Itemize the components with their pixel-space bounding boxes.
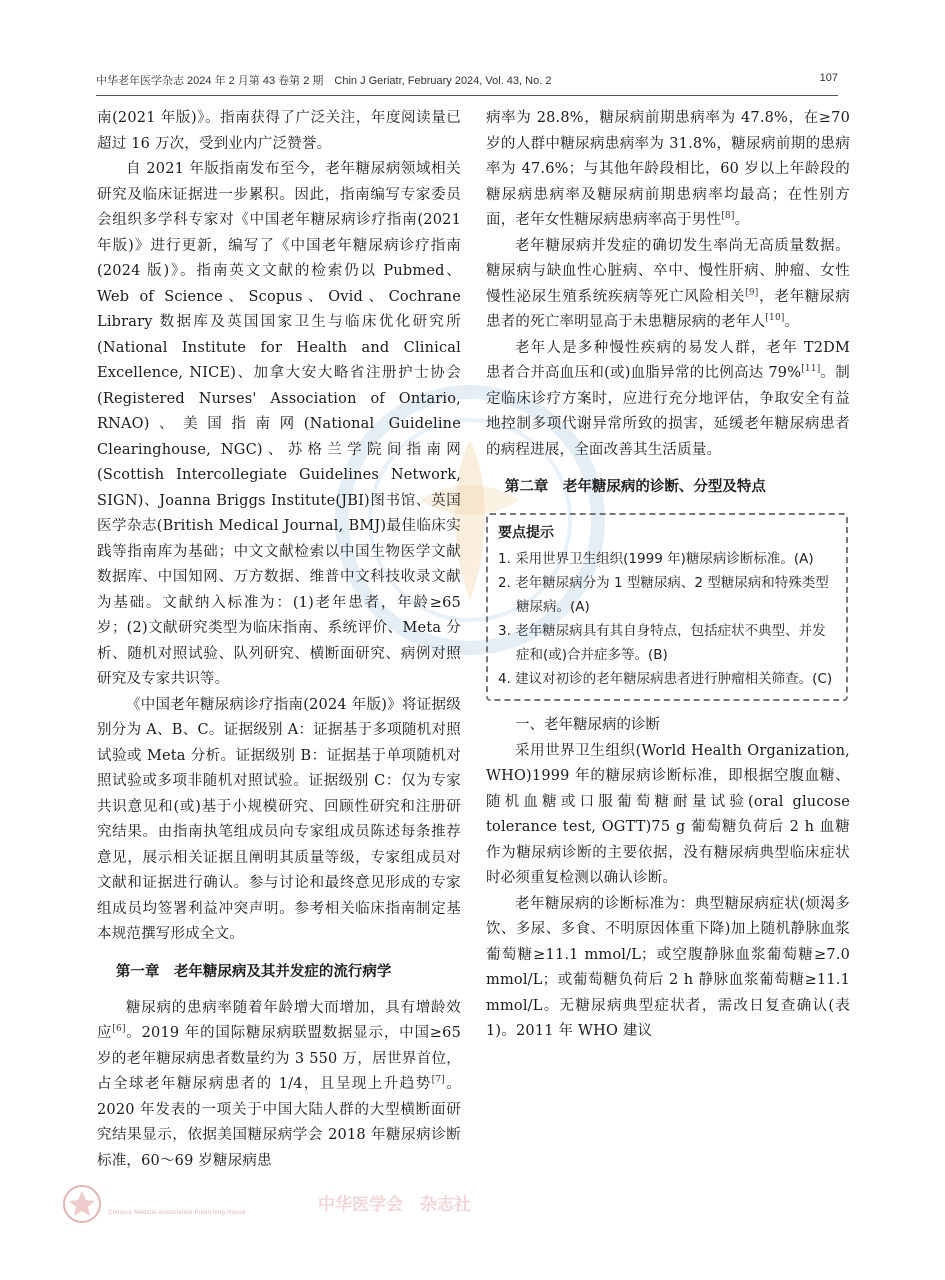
key-points-title: 要点提示 [498, 525, 554, 541]
right-column [486, 106, 850, 1216]
citation-ref[interactable]: [7] [431, 1075, 446, 1085]
citation-ref[interactable]: [6] [112, 1024, 126, 1034]
citation-ref[interactable]: [8] [721, 211, 735, 221]
publisher-name-en: Chinese Medical Association Publishing House [108, 1210, 246, 1216]
running-header [96, 72, 838, 94]
page-number: 107 [819, 72, 838, 84]
journal-citation: 中华老年医学杂志 2024 年 2 月第 43 卷第 2 期 Chin J Geriatr, February 2024, Vol. 43, No. 2 [96, 75, 552, 87]
key-points-box [486, 513, 848, 701]
section-heading: 一、老年糖尿病的诊断 [515, 717, 660, 733]
chapter-2-heading: 第二章 老年糖尿病的诊断、分型及特点 [504, 479, 766, 495]
key-point-item: 3. 老年糖尿病具有其自身特点，包括症状不典型、并发症和(或)合并症多等。(B) [498, 623, 826, 663]
citation-ref[interactable]: [10] [765, 313, 785, 323]
left-column [97, 106, 461, 1216]
publisher-name-cn: 中华医学会 杂志社 [318, 1195, 471, 1215]
key-point-item: 4. 建议对初诊的老年糖尿病患者进行肿瘤相关筛查。(C) [498, 671, 833, 687]
header-rule [96, 95, 838, 96]
paragraph: 自 2021 年版指南发布至今，老年糖尿病领域相关研究及临床证据进一步累积。因此，指南编写专家委员会组织多学科专家对《中国老年糖尿病诊疗指南(2021 年版)》进行更新，编写了《中国老年糖尿病诊疗指南(2024 版)》。指南英文文献的检索仍以 Pubmed、Web of Science、Scopus、Ovid、Cochrane Library 数据库及英国国家卫生与临床优化研究所(National Institute for Health and Clinical Excellence, NICE)、加拿大安大略省注册护士协会(Registered Nurses' Association of Ontario, RNAO)、美国指南网(National Guideline Clearinghouse, NGC)、苏格兰学院间指南网(Scottish Intercollegiate Guidelines Network, SIGN)、Joanna Briggs Institute(JBI)图书馆、英国医学杂志(British Medical Journal, BMJ)最佳临床实践等指南库为基础；中文文献检索以中国生物医学文献数据库、中国知网、万方数据、维普中文科技收录文献为基础。文献纳入标准为：(1)老年患者，年龄≥65 岁；(2)文献研究类型为临床指南、系统评价、Meta 分析、随机对照试验、队列研究、横断面研究、病例对照研究及专家共识等。 [97, 161, 461, 687]
paragraph: 老年人是多种慢性疾病的易发人群，老年 T2DM 患者合并高血压和(或)血脂异常的比例高达 79%[11]。制定临床诊疗方案时，应进行充分地评估，争取安全有益地控制多项代谢异常所致的损害，延缓老年糖尿病患者的病程进展，全面改善其生活质量。 [486, 339, 850, 458]
paragraph: 采用世界卫生组织(World Health Organization, WHO)1999 年的糖尿病诊断标准，即根据空腹血糖、随机血糖或口服葡萄糖耐量试验(oral glucose tolerance test, OGTT)75 g 葡萄糖负荷后 2 h 血糖作为糖尿病诊断的主要依据，没有糖尿病典型临床症状时必须重复检测以确认诊断。 [486, 742, 850, 886]
publisher-logo-icon [62, 1184, 102, 1224]
paragraph: 南(2021 年版)》。指南获得了广泛关注，年度阅读量已超过 16 万次，受到业内广泛赞誉。 [97, 110, 461, 152]
paragraph: 病率为 28.8%，糖尿病前期患病率为 47.8%，在≥70 岁的人群中糖尿病患病率为 31.8%，糖尿病前期的患病率为 47.6%；与其他年龄段相比，60 岁以上年龄段的糖尿病患病率及糖尿病前期患病率均最高；在性别方面，老年女性糖尿病患病率高于男性[8]。 [486, 110, 850, 228]
chapter-1-heading: 第一章 老年糖尿病及其并发症的流行病学 [115, 963, 392, 980]
key-point-item: 2. 老年糖尿病分为 1 型糖尿病、2 型糖尿病和特殊类型糖尿病。(A) [498, 575, 829, 615]
paragraph: 老年糖尿病并发症的确切发生率尚无高质量数据。糖尿病与缺血性心脏病、卒中、慢性肝病、肿瘤、女性慢性泌尿生殖系统疾病等死亡风险相关[9]，老年糖尿病患者的死亡率明显高于未患糖尿病的老年人[10]。 [486, 237, 850, 330]
citation-ref[interactable]: [11] [801, 364, 821, 374]
citation-ref[interactable]: [9] [745, 287, 759, 298]
paragraph: 糖尿病的患病率随着年龄增大而增加，具有增龄效应[6]。2019 年的国际糖尿病联盟数据显示，中国≥65 岁的老年糖尿病患者数量约为 3 550 万，居世界首位，占全球老年糖尿病患者的 1/4，且呈现上升趋势[7]。2020 年发表的一项关于中国大陆人群的大型横断面研究结果显示，依据美国糖尿病学会 2018 年糖尿病诊断标准，60～69 岁糖尿病患 [97, 999, 461, 1169]
key-point-item: 1. 采用世界卫生组织(1999 年)糖尿病诊断标准。(A) [498, 551, 814, 567]
paragraph: 老年糖尿病的诊断标准为：典型糖尿病症状(烦渴多饮、多尿、多食、不明原因体重下降)加上随机静脉血浆葡萄糖≥11.1 mmol/L；或空腹静脉血浆葡萄糖≥7.0 mmol/L；或葡萄糖负荷后 2 h 静脉血浆葡萄糖≥11.1 mmol/L。无糖尿病典型症状者，需改日复查确认(表 1)。2011 年 WHO 建议 [486, 895, 850, 1039]
paragraph: 《中国老年糖尿病诊疗指南(2024 年版)》将证据级别分为 A、B、C。证据级别 A：证据基于多项随机对照试验或 Meta 分析。证据级别 B：证据基于单项随机对照试验或多项非随机对照试验。证据级别 C：仅为专家共识意见和(或)基于小规模研究、回顾性研究和注册研究结果。由指南执笔组成员向专家组成员陈述每条推荐意见，展示相关证据且阐明其质量等级，专家组成员对文献和证据进行确认。参与讨论和最终意见形成的专家组成员均签署利益冲突声明。参考相关临床指南制定基本规范撰写形成全文。 [97, 696, 461, 942]
